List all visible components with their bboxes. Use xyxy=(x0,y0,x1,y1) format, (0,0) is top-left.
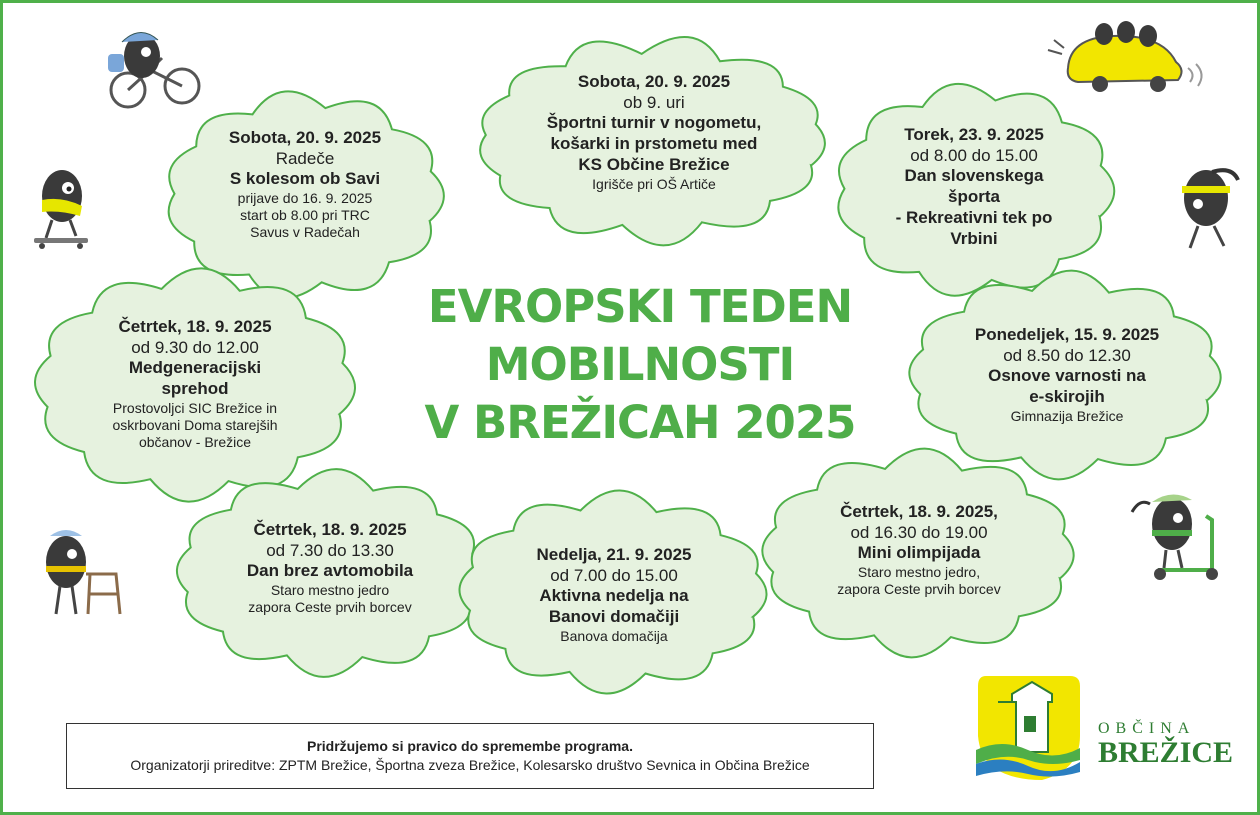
event-location: zapora Ceste prvih borcev xyxy=(837,581,1001,598)
skateboard-mascot-icon xyxy=(28,160,93,252)
event-name: Aktivna nedelja na xyxy=(539,586,689,606)
event-time: od 8.00 do 15.00 xyxy=(910,145,1038,165)
event-location: oskrbovani Doma starejših xyxy=(112,417,278,434)
event-date: Četrtek, 18. 9. 2025 xyxy=(118,317,272,336)
event-cycling-savi xyxy=(200,128,410,241)
poster-title xyxy=(420,278,860,452)
event-location: Staro mestno jedro xyxy=(270,582,390,599)
event-name: Medgeneracijski xyxy=(128,358,262,378)
event-date: Ponedeljek, 15. 9. 2025 xyxy=(974,325,1160,344)
event-time: od 7.30 do 13.30 xyxy=(266,540,394,560)
event-time: od 8.50 do 12.30 xyxy=(1003,345,1131,365)
event-location: Igrišče pri OŠ Artiče xyxy=(592,175,716,192)
event-time: od 16.30 do 19.00 xyxy=(850,522,988,542)
event-location: Prostovoljci SIC Brežice in xyxy=(112,399,278,416)
event-active-sunday xyxy=(500,545,728,645)
cyclist-mascot-icon xyxy=(100,18,205,113)
event-name: športa xyxy=(948,187,1000,207)
logo-line: OBČINA xyxy=(1098,720,1196,737)
event-name: - Rekreativni tek po xyxy=(895,207,1053,227)
municipality-logo-text xyxy=(1098,720,1233,770)
event-date: Četrtek, 18. 9. 2025, xyxy=(840,502,998,521)
logo-line: BREŽICE xyxy=(1098,736,1234,769)
event-time: ob 9. uri xyxy=(623,92,685,112)
event-location: Gimnazija Brežice xyxy=(1010,407,1124,424)
event-name: S kolesom ob Savi xyxy=(229,169,381,189)
event-e-scooter-safety xyxy=(928,325,1206,425)
notice-box xyxy=(66,723,874,789)
event-name: sprehod xyxy=(161,379,229,399)
title-line: MOBILNOSTI xyxy=(485,338,795,391)
event-sports-tournament xyxy=(505,72,803,193)
municipality-logo-icon xyxy=(972,672,1084,784)
event-location: zapora Ceste prvih borcev xyxy=(248,599,412,616)
title-line: EVROPSKI TEDEN xyxy=(427,280,853,333)
event-location: Banova domačija xyxy=(560,627,668,644)
event-name: košarki in prstometu med xyxy=(550,134,758,154)
event-location: prijave do 16. 9. 2025 xyxy=(237,190,373,207)
event-time: od 7.00 do 15.00 xyxy=(550,565,678,585)
event-time: Radeče xyxy=(275,148,335,168)
event-date: Četrtek, 18. 9. 2025 xyxy=(253,520,407,539)
event-location: Staro mestno jedro, xyxy=(857,564,981,581)
event-name: Mini olimpijada xyxy=(857,543,981,563)
event-date: Sobota, 20. 9. 2025 xyxy=(228,128,382,147)
walker-mascot-icon xyxy=(36,522,124,622)
event-car-free-day xyxy=(215,520,445,616)
event-name: Dan slovenskega xyxy=(904,166,1044,186)
event-location: občanov - Brežice xyxy=(138,434,252,451)
event-name: KS Občine Brežice xyxy=(578,154,730,174)
title-line: V BREŽICAH 2025 xyxy=(424,396,856,449)
scooter-mascot-icon xyxy=(1120,484,1230,584)
event-location: start ob 8.00 pri TRC xyxy=(240,207,370,224)
event-slovenian-sport-day xyxy=(858,125,1090,249)
runner-mascot-icon xyxy=(1172,160,1244,255)
event-intergenerational-walk xyxy=(70,317,320,451)
car-mascot-icon xyxy=(1040,10,1210,95)
event-time: od 9.30 do 12.00 xyxy=(131,337,259,357)
event-name: e-skirojih xyxy=(1029,387,1105,407)
notice-organizers: Organizatorji prireditve: ZPTM Brežice, Športna zveza Brežice, Kolesarsko društvo Sevnica in Občina Brežice xyxy=(130,757,810,773)
notice-disclaimer: Pridržujemo si pravico do spremembe programa. xyxy=(307,738,633,754)
event-mini-olympics xyxy=(808,502,1030,598)
event-name: Športni turnir v nogometu, xyxy=(546,113,762,133)
event-location: Savus v Radečah xyxy=(250,224,360,241)
event-name: Osnove varnosti na xyxy=(988,366,1146,386)
event-name: Vrbini xyxy=(950,228,998,248)
event-date: Sobota, 20. 9. 2025 xyxy=(577,72,731,91)
event-date: Nedelja, 21. 9. 2025 xyxy=(536,545,692,564)
event-date: Torek, 23. 9. 2025 xyxy=(904,125,1044,144)
event-name: Banovi domačiji xyxy=(548,607,680,627)
event-name: Dan brez avtomobila xyxy=(246,561,414,581)
